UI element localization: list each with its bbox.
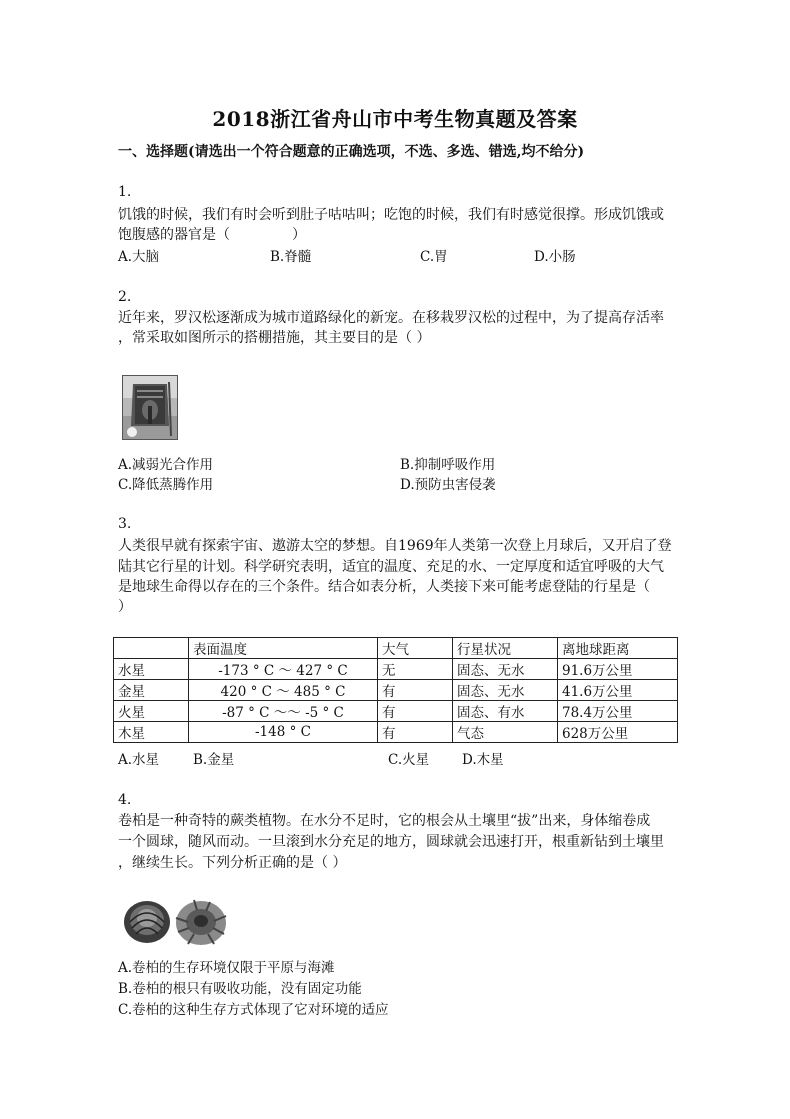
table-cell: 420 ° C ～ 485 ° C: [189, 680, 378, 701]
q3-option-d: D.木星: [462, 752, 504, 768]
table-row: [114, 659, 678, 680]
q4-text-line-2: 一个圆球，随风而动。一旦滚到水分充足的地方，圆球就会迅速打开，根重新钻到土壤里: [118, 834, 664, 850]
q2-text-line-2: ，常采取如图所示的搭棚措施，其主要目的是（ ）: [118, 330, 431, 346]
q4-text-line-3: ，继续生长。下列分析正确的是（ ）: [118, 855, 347, 871]
q2-number: 2.: [118, 289, 132, 305]
q3-number: 3.: [118, 516, 132, 532]
table-header-cell: 大气: [378, 638, 453, 659]
table-row: [114, 680, 678, 701]
table-header-row: [114, 638, 678, 659]
table-cell: 41.6万公里: [558, 680, 678, 701]
table-cell: 金星: [114, 680, 189, 701]
table-cell: 固态、无水: [453, 659, 558, 680]
table-cell: 78.4万公里: [558, 701, 678, 722]
curled-selaginella-image: [122, 898, 172, 946]
table-cell: 固态、无水: [453, 680, 558, 701]
q4-option-c: C.卷柏的这种生存方式体现了它对环境的适应: [118, 1002, 389, 1018]
q2-text-line-1: 近年来，罗汉松逐渐成为城市道路绿化的新宠。在移栽罗汉松的过程中，为了提高存活率: [118, 310, 664, 326]
table-cell: 91.6万公里: [558, 659, 678, 680]
q4-option-b: B.卷柏的根只有吸收功能，没有固定功能: [118, 981, 362, 997]
q1-number: 1.: [118, 184, 132, 200]
table-cell: 有: [378, 722, 453, 743]
table-header-cell: 离地球距离: [558, 638, 678, 659]
q1-stem-close: ）: [292, 227, 306, 243]
q2-option-d: D.预防虫害侵袭: [400, 477, 496, 493]
q2-option-a: A.减弱光合作用: [118, 457, 214, 473]
table-row: [114, 701, 678, 722]
table-cell: -87 ° C ～～ -5 ° C: [189, 701, 378, 722]
section-heading: 一、选择题(请选出一个符合题意的正确选项，不选、多选、错选,均不给分): [118, 144, 585, 160]
q1-option-d: D.小肠: [534, 249, 576, 265]
q1-text-line-1: 饥饿的时候，我们有时会听到肚子咕咕叫；吃饱的时候，我们有时感觉很撑。形成饥饿或: [118, 207, 664, 223]
open-selaginella-image: [174, 896, 228, 948]
q1-text-line-2: [118, 224, 306, 244]
table-cell: 有: [378, 680, 453, 701]
q3-option-a: A.水星: [118, 752, 160, 768]
table-header-cell: 行星状况: [453, 638, 558, 659]
table-cell: 有: [378, 701, 453, 722]
q2-option-b: B.抑制呼吸作用: [400, 457, 496, 473]
table-cell: 木星: [114, 722, 189, 743]
table-cell: 水星: [114, 659, 189, 680]
open-selaginella-photo: [174, 896, 228, 948]
table-cell: 固态、有水: [453, 701, 558, 722]
q3-text-line-4: ）: [118, 599, 132, 615]
table-cell: -148 ° C: [189, 722, 378, 743]
page-title: 2018浙江省舟山市中考生物真题及答案: [212, 107, 578, 131]
table-cell: 628万公里: [558, 722, 678, 743]
q3-text-line-1: 人类很早就有探索宇宙、遨游太空的梦想。自1969年人类第一次登上月球后，又开启了登: [118, 538, 672, 554]
table-header-cell: 表面温度: [189, 638, 378, 659]
q3-option-c: C.火星: [388, 752, 430, 768]
table-cell: 无: [378, 659, 453, 680]
q3-option-b: B.金星: [193, 752, 235, 768]
q2-option-c: C.降低蒸腾作用: [118, 477, 214, 493]
table-cell: 火星: [114, 701, 189, 722]
q1-option-a: A.大脑: [118, 249, 160, 265]
table-row: [114, 722, 678, 743]
table-header-cell: [114, 638, 189, 659]
table-cell: -173 ° C ～ 427 ° C: [189, 659, 378, 680]
shade-shelter-image: [123, 376, 177, 439]
q4-option-a: A.卷柏的生存环境仅限于平原与海滩: [118, 960, 335, 976]
q3-text-line-2: 陆其它行星的计划。科学研究表明，适宜的温度、充足的水、一定厚度和适宜呼吸的大气: [118, 559, 664, 575]
q3-text-line-3: 是地球生命得以存在的三个条件。结合如表分析，人类接下来可能考虑登陆的行星是（: [118, 579, 650, 595]
q1-stem: 饱腹感的器官是（: [118, 227, 230, 243]
planet-table: [113, 637, 678, 743]
curled-selaginella-photo: [122, 898, 172, 946]
q1-option-c: C.胃: [420, 249, 448, 265]
shade-shelter-photo: [122, 375, 178, 440]
q1-option-b: B.脊髓: [270, 249, 312, 265]
q4-text-line-1: 卷柏是一种奇特的蕨类植物。在水分不足时，它的根会从土壤里“拔”出来，身体缩卷成: [118, 813, 651, 829]
q4-number: 4.: [118, 792, 132, 808]
table-cell: 气态: [453, 722, 558, 743]
